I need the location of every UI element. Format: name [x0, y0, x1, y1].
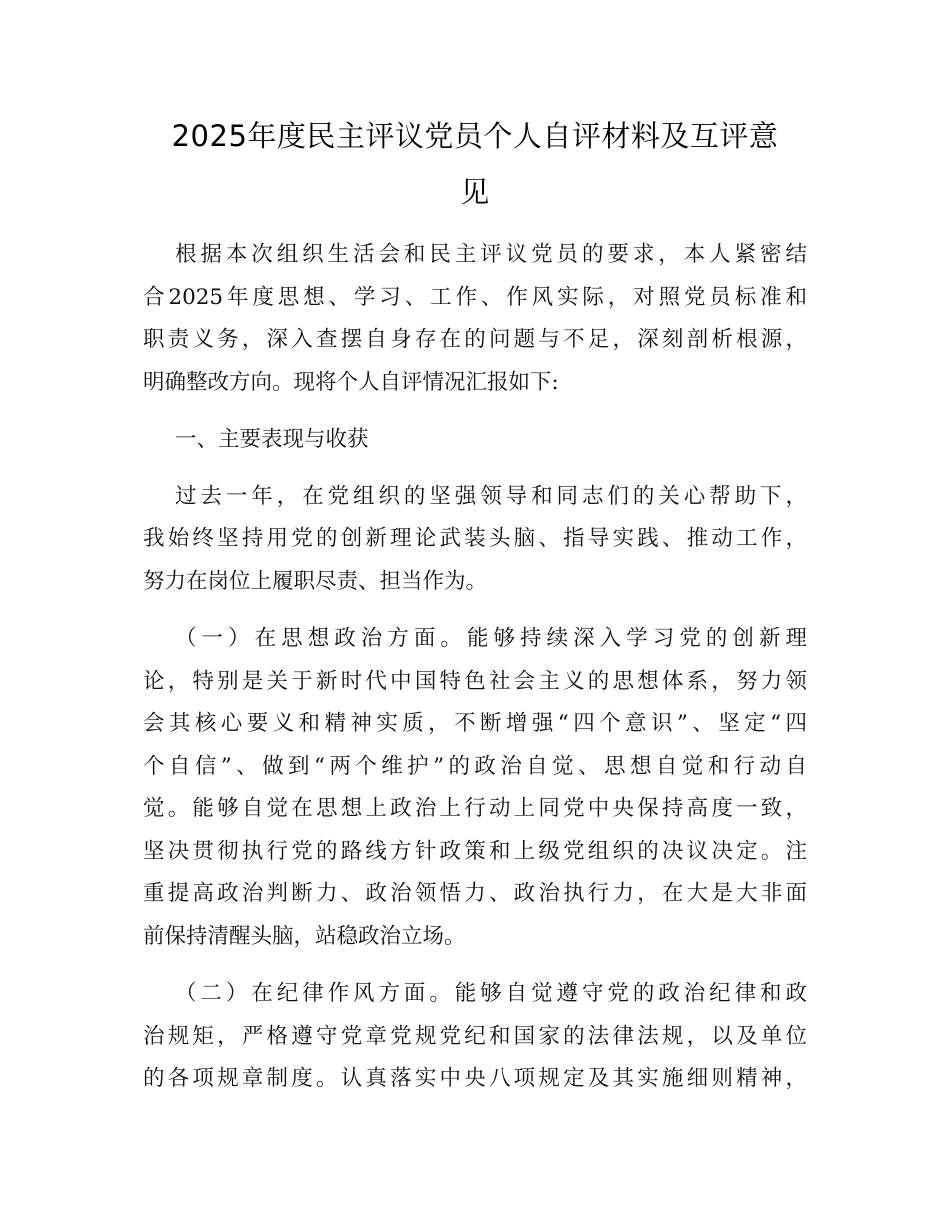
text-line: 明确整改方向。现将个人自评情况汇报如下: [143, 369, 559, 395]
text-line: 我始终坚持用党的创新理论武装头脑、指导实践、推动工作， [143, 526, 807, 552]
text-line: 职责义务，深入查摆自身存在的问题与不足，深刻剖析根源， [143, 327, 807, 353]
text-line: 合2025年度思想、学习、工作、作风实际，对照党员标准和 [143, 284, 807, 310]
text-line: 根据本次组织生活会和民主评议党员的要求，本人紧密结 [175, 242, 807, 267]
text-line: 的各项规章制度。认真落实中央八项规定及其实施细则精神， [143, 1066, 807, 1092]
section-heading-text: 一、主要表现与收获 [175, 426, 369, 452]
paragraph-spacing [143, 604, 807, 618]
paragraph-spacing [143, 404, 807, 418]
text-line: 论，特别是关于新时代中国特色社会主义的思想体系，努力领 [143, 668, 807, 694]
document-title [143, 108, 807, 220]
paragraph-spacing [143, 461, 807, 475]
text-line: 重提高政治判断力、政治领悟力、政治执行力，在大是大非面 [143, 881, 807, 907]
document-body [143, 234, 807, 1101]
subsection-political-paragraph [143, 618, 807, 959]
title-line-2: 见 [460, 175, 490, 209]
text-line: 会其核心要义和精神实质，不断增强“四个意识”、坚定“四 [143, 711, 807, 737]
text-line: 个自信”、做到“两个维护”的政治自觉、思想自觉和行动自 [143, 753, 807, 779]
text-line: 前保持清醒头脑，站稳政治立场。 [143, 924, 466, 950]
paragraph-spacing [143, 959, 807, 973]
text-line: 觉。能够自觉在思想上政治上行动上同党中央保持高度一致， [143, 796, 807, 822]
text-line: （一）在思想政治方面。能够持续深入学习党的创新理 [175, 625, 807, 651]
text-line: 过去一年，在党组织的坚强领导和同志们的关心帮助下， [175, 483, 807, 509]
text-line: （二）在纪律作风方面。能够自觉遵守党的政治纪律和政 [175, 981, 807, 1007]
title-line-1: 2025年度民主评议党员个人自评材料及互评意 [171, 119, 779, 153]
subsection-discipline-paragraph [143, 973, 807, 1101]
text-line: 努力在岗位上履职尽责、担当作为。 [143, 568, 488, 594]
text-line: 治规矩，严格遵守党章党规党纪和国家的法律法规，以及单位 [143, 1023, 807, 1049]
intro-paragraph [143, 234, 807, 404]
section-heading [143, 419, 807, 462]
text-line: 坚决贯彻执行党的路线方针政策和上级党组织的决议决定。注 [143, 838, 807, 864]
section-intro-paragraph [143, 476, 807, 604]
